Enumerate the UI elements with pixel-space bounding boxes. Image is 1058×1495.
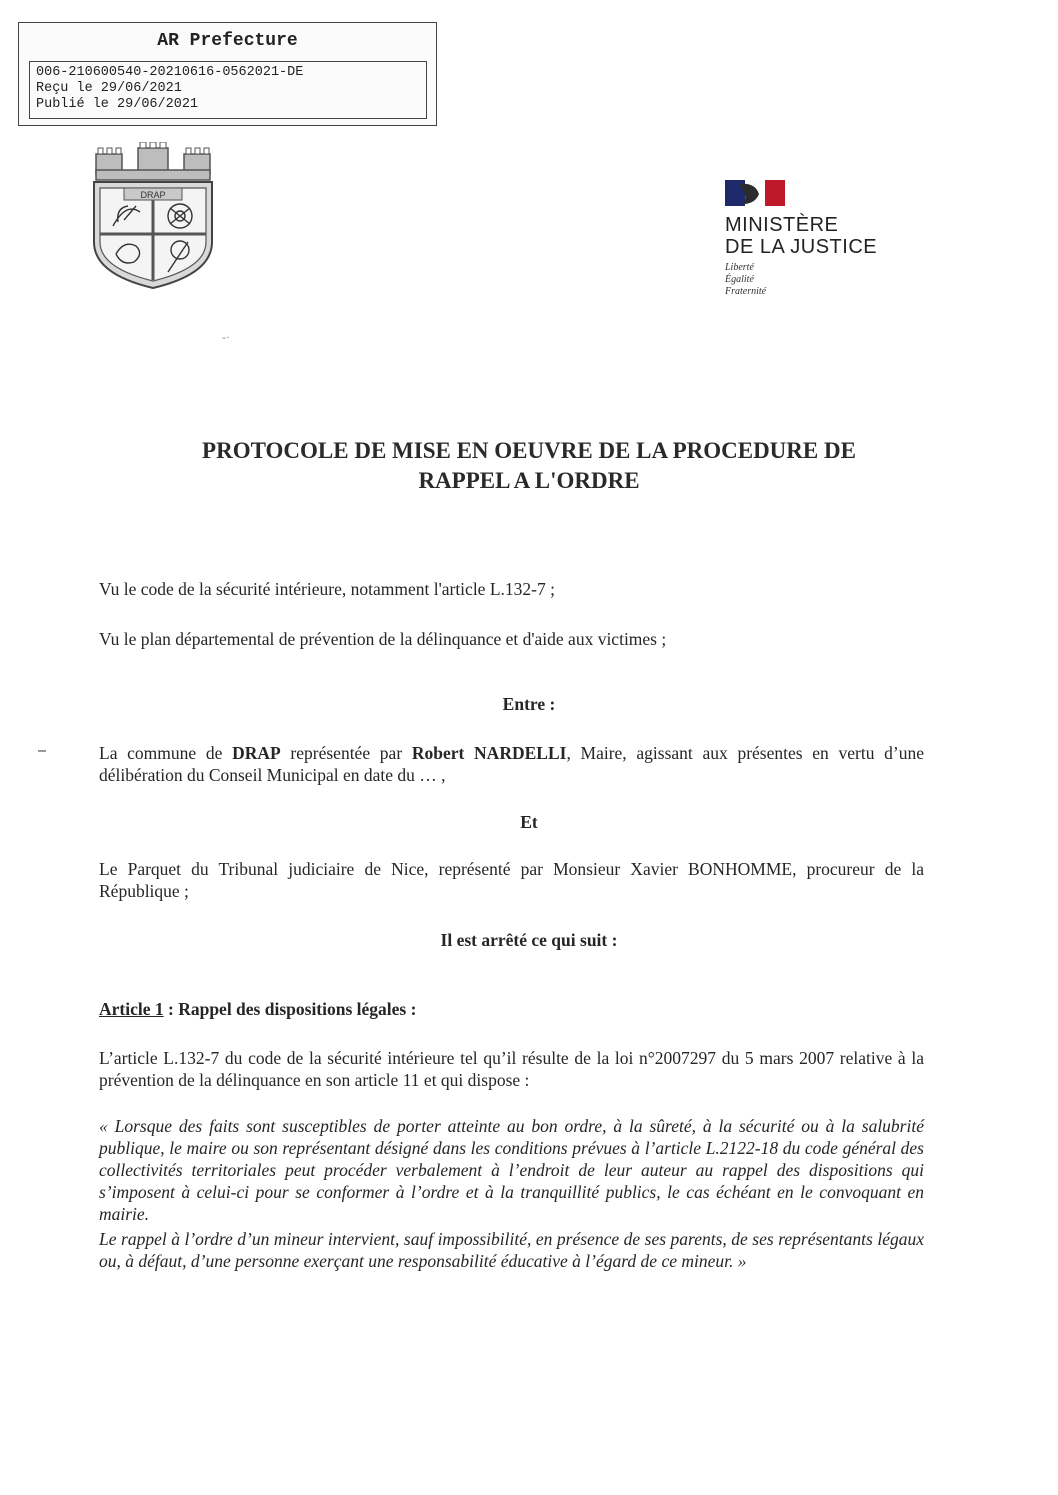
ministry-name-line1: MINISTÈRE — [725, 214, 839, 236]
vu-code-securite: Vu le code de la sécurité intérieure, notamment l'article L.132-7 ; — [99, 579, 555, 599]
arrete-heading: Il est arrêté ce qui suit : — [440, 930, 618, 950]
article-1-title: : Rappel des dispositions légales : — [163, 999, 417, 1019]
parquet-party: Le Parquet du Tribunal judiciaire de Nice, représenté par Monsieur Xavier BONHOMME, procureur de la République ; — [99, 859, 924, 901]
motto-liberte: Liberté — [725, 262, 754, 273]
article-1-label: Article 1 — [99, 999, 164, 1019]
margin-mark — [38, 750, 46, 752]
ministry-name-line2: DE LA JUSTICE — [725, 236, 878, 258]
title-line1: PROTOCOLE DE MISE EN OEUVRE DE LA PROCEDURE DE — [202, 438, 856, 463]
et-heading: Et — [520, 812, 538, 832]
document-title — [0, 436, 1058, 496]
title-line2: RAPPEL A L'ORDRE — [418, 468, 640, 493]
stamp-published-date: Publié le 29/06/2021 — [36, 97, 199, 112]
drap-coat-of-arms-logo — [88, 142, 218, 290]
stamp-details — [29, 61, 427, 119]
commune-mid: représentée par — [280, 743, 412, 763]
mayor-name: Robert NARDELLI — [411, 743, 567, 763]
commune-name: DRAP — [232, 743, 281, 763]
republic-motto — [725, 262, 925, 298]
marianne-flag-icon — [725, 180, 785, 206]
legal-quote-paragraph-1: « Lorsque des faits sont susceptibles de porter atteinte au bon ordre, à la sûreté, à la sécurité ou à la salubrité publique, le maire ou son représentant désigné dans les conditions prévues à l’article L.2122-18 du code général des collectivités territoriales peut procéder verbalement à l’endroit de leur auteur au rappel des dispositions qui s’imposent à celui-ci pour se conformer à l’ordre et à la tranquillité publics, le cas échéant en le convoquant en mairie. — [99, 1116, 924, 1224]
entre-heading: Entre : — [502, 694, 556, 714]
ministry-logo — [725, 180, 925, 298]
stamp-received-date: Reçu le 29/06/2021 — [36, 81, 182, 96]
coat-banner-text: DRAP — [140, 190, 166, 200]
motto-egalite: Égalité — [725, 274, 754, 285]
vu-plan-departemental: Vu le plan départemental de prévention de la délinquance et d'aide aux victimes ; — [99, 629, 667, 649]
commune-party — [99, 742, 924, 786]
scan-speck: -· — [222, 330, 230, 344]
article-1-text: L’article L.132-7 du code de la sécurité intérieure tel qu’il résulte de la loi n°2007297 du 5 mars 2007 relative à la prévention de la délinquance en son article 11 et qui dispose : — [99, 1048, 924, 1090]
article-1-heading — [99, 998, 924, 1020]
stamp-title: AR Prefecture — [157, 31, 298, 51]
commune-pre: La commune de — [99, 743, 233, 763]
stamp-id: 006-210600540-20210616-0562021-DE — [36, 65, 304, 80]
legal-quote-paragraph-2: Le rappel à l’ordre d’un mineur intervient, sauf impossibilité, en présence de ses parents, de ses représentants légaux ou, à défaut, d’une personne exerçant une responsabilité éducative à l’égard de ce mineur. » — [99, 1229, 924, 1271]
motto-fraternite: Fraternité — [725, 286, 767, 297]
commune-post: , Maire, agissant aux présentes en vertu d’une délibération du Conseil Municipal en date du … , — [99, 743, 924, 785]
prefecture-stamp — [18, 22, 437, 126]
